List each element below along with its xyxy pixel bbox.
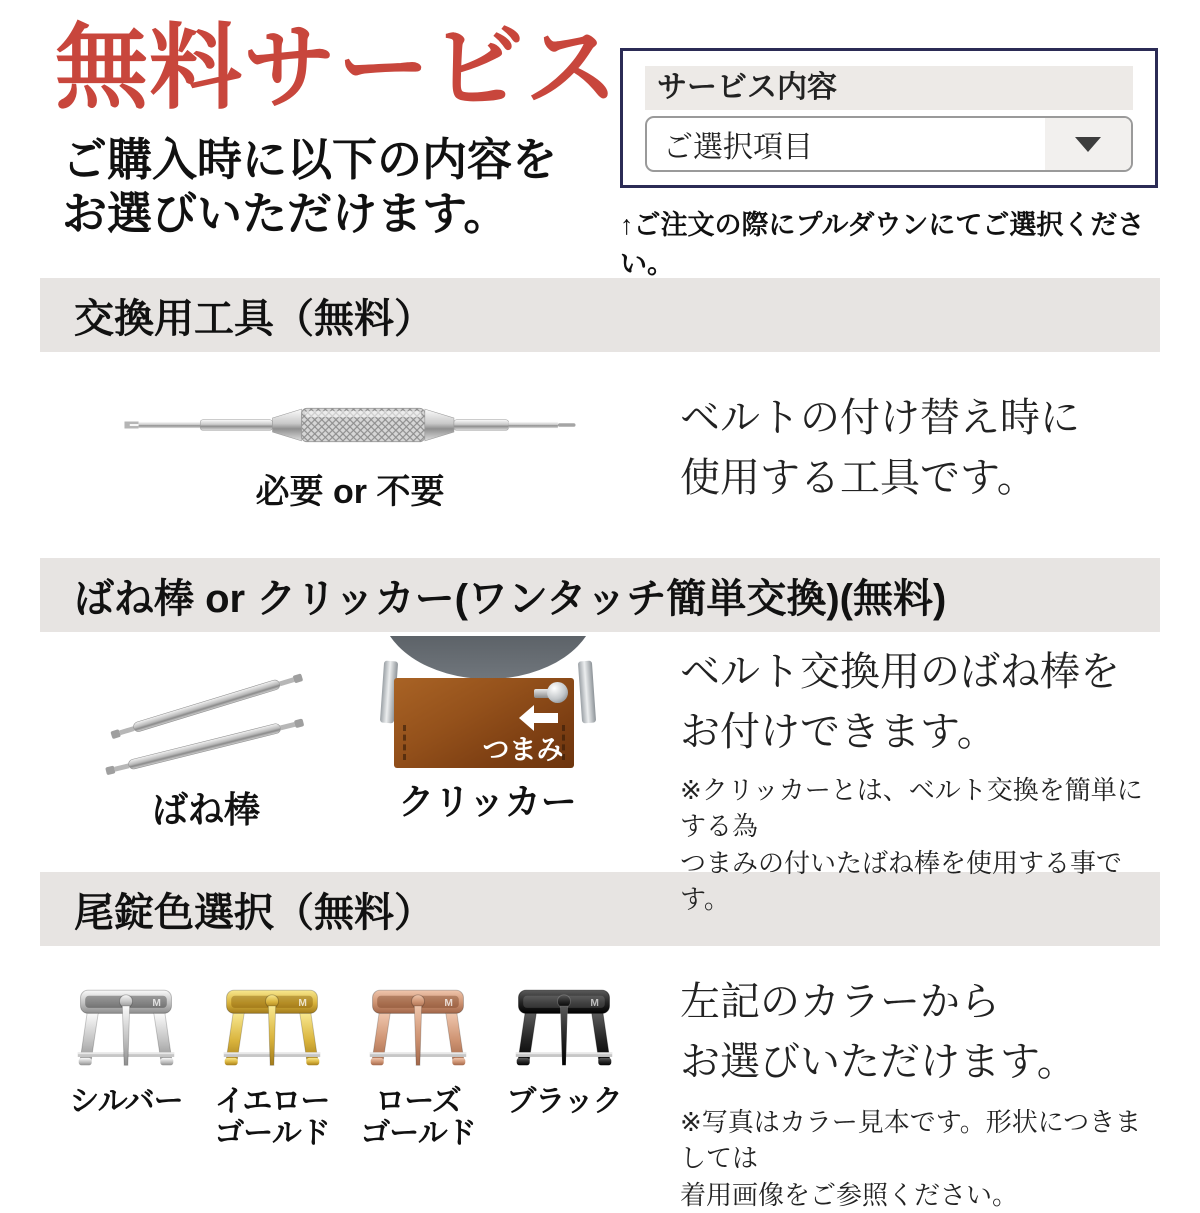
buckle-logo: M — [444, 997, 453, 1009]
springbars-caption: ばね棒 — [151, 789, 260, 830]
section-springbar-clicker-heading: ばね棒 or クリッカー(ワンタッチ簡単交換)(無料) — [40, 558, 1160, 632]
clicker-photo — [374, 636, 602, 770]
buckle-logo: M — [298, 997, 307, 1009]
clicker-note: ※クリッカーとは、ベルト交換を簡単にする為 つまみの付いたばね棒を使用する事です。 — [680, 775, 1143, 915]
service-select-label: サービス内容 — [645, 66, 1133, 110]
buckle-logo: M — [590, 997, 599, 1009]
buckle-color-note: ※写真はカラー見本です。形状につきましては 着用画像をご参照ください。 — [680, 1107, 1142, 1210]
watch-lug-right — [577, 661, 595, 724]
subtitle-line2: お選びいただけます。 — [62, 188, 509, 239]
buckle-rose-gold-label: ローズ — [375, 1085, 461, 1118]
subtitle-line1: ご購入時に以下の内容を — [62, 134, 558, 185]
strap-stitching-left — [403, 725, 406, 760]
page-title: 無料サービス — [55, 16, 619, 120]
top-header — [0, 0, 1200, 278]
service-select-value: ご選択項目 — [663, 131, 813, 164]
buckle-color-description: 左記のカラーから お選びいただけます。 — [680, 980, 1077, 1084]
watch-case — [380, 636, 596, 679]
section-exchange-tool — [40, 278, 1160, 558]
buckle-silver-image — [75, 984, 177, 1078]
springbar-description: ベルト交換用のばね棒を お付けできます。 — [680, 650, 1120, 754]
clicker-photo-label: つまみ — [482, 735, 564, 765]
service-select-panel — [620, 48, 1158, 188]
springbar-tool-image — [113, 388, 587, 462]
buckle-silver — [64, 984, 188, 1151]
springbar-tool-figure — [40, 352, 660, 513]
clicker-figure — [374, 632, 602, 833]
service-select-note: ↑ご注文の際にプルダウンにてご選択ください。 — [620, 210, 1145, 279]
section-buckle-color-heading: 尾錠色選択（無料） — [40, 872, 1160, 946]
springbars-image — [99, 660, 314, 778]
buckle-black-label: ブラック — [506, 1085, 622, 1118]
buckle-yellow-gold-image — [221, 984, 323, 1078]
tool-description: ベルトの付け替え時に 使用する工具です。 — [680, 396, 1080, 500]
springbars-figure — [99, 632, 314, 833]
page-subtitle — [62, 133, 557, 241]
buckle-silver-label: シルバー — [69, 1085, 183, 1118]
section-exchange-tool-heading: 交換用工具（無料） — [40, 278, 1160, 352]
buckle-yellow-gold-label: イエロー — [214, 1085, 330, 1118]
service-select-dropdown[interactable] — [645, 116, 1133, 172]
buckle-rose-gold: M ローズ ゴールド — [356, 984, 480, 1151]
clicker-knob — [547, 682, 568, 703]
buckle-logo: M — [152, 997, 161, 1009]
buckle-black — [502, 984, 626, 1151]
clicker-caption: クリッカー — [398, 781, 577, 822]
buckle-yellow-gold: M イエロー ゴールド — [210, 984, 334, 1151]
chevron-down-icon — [1075, 137, 1101, 152]
section-buckle-color — [40, 872, 1160, 1210]
service-select-button[interactable] — [1045, 118, 1131, 170]
buckle-black-image — [513, 984, 615, 1078]
left-arrow-shaft — [533, 713, 558, 723]
springbar-tool-caption: 必要 or 不要 — [255, 473, 445, 511]
buckle-rose-gold-image — [367, 984, 469, 1078]
